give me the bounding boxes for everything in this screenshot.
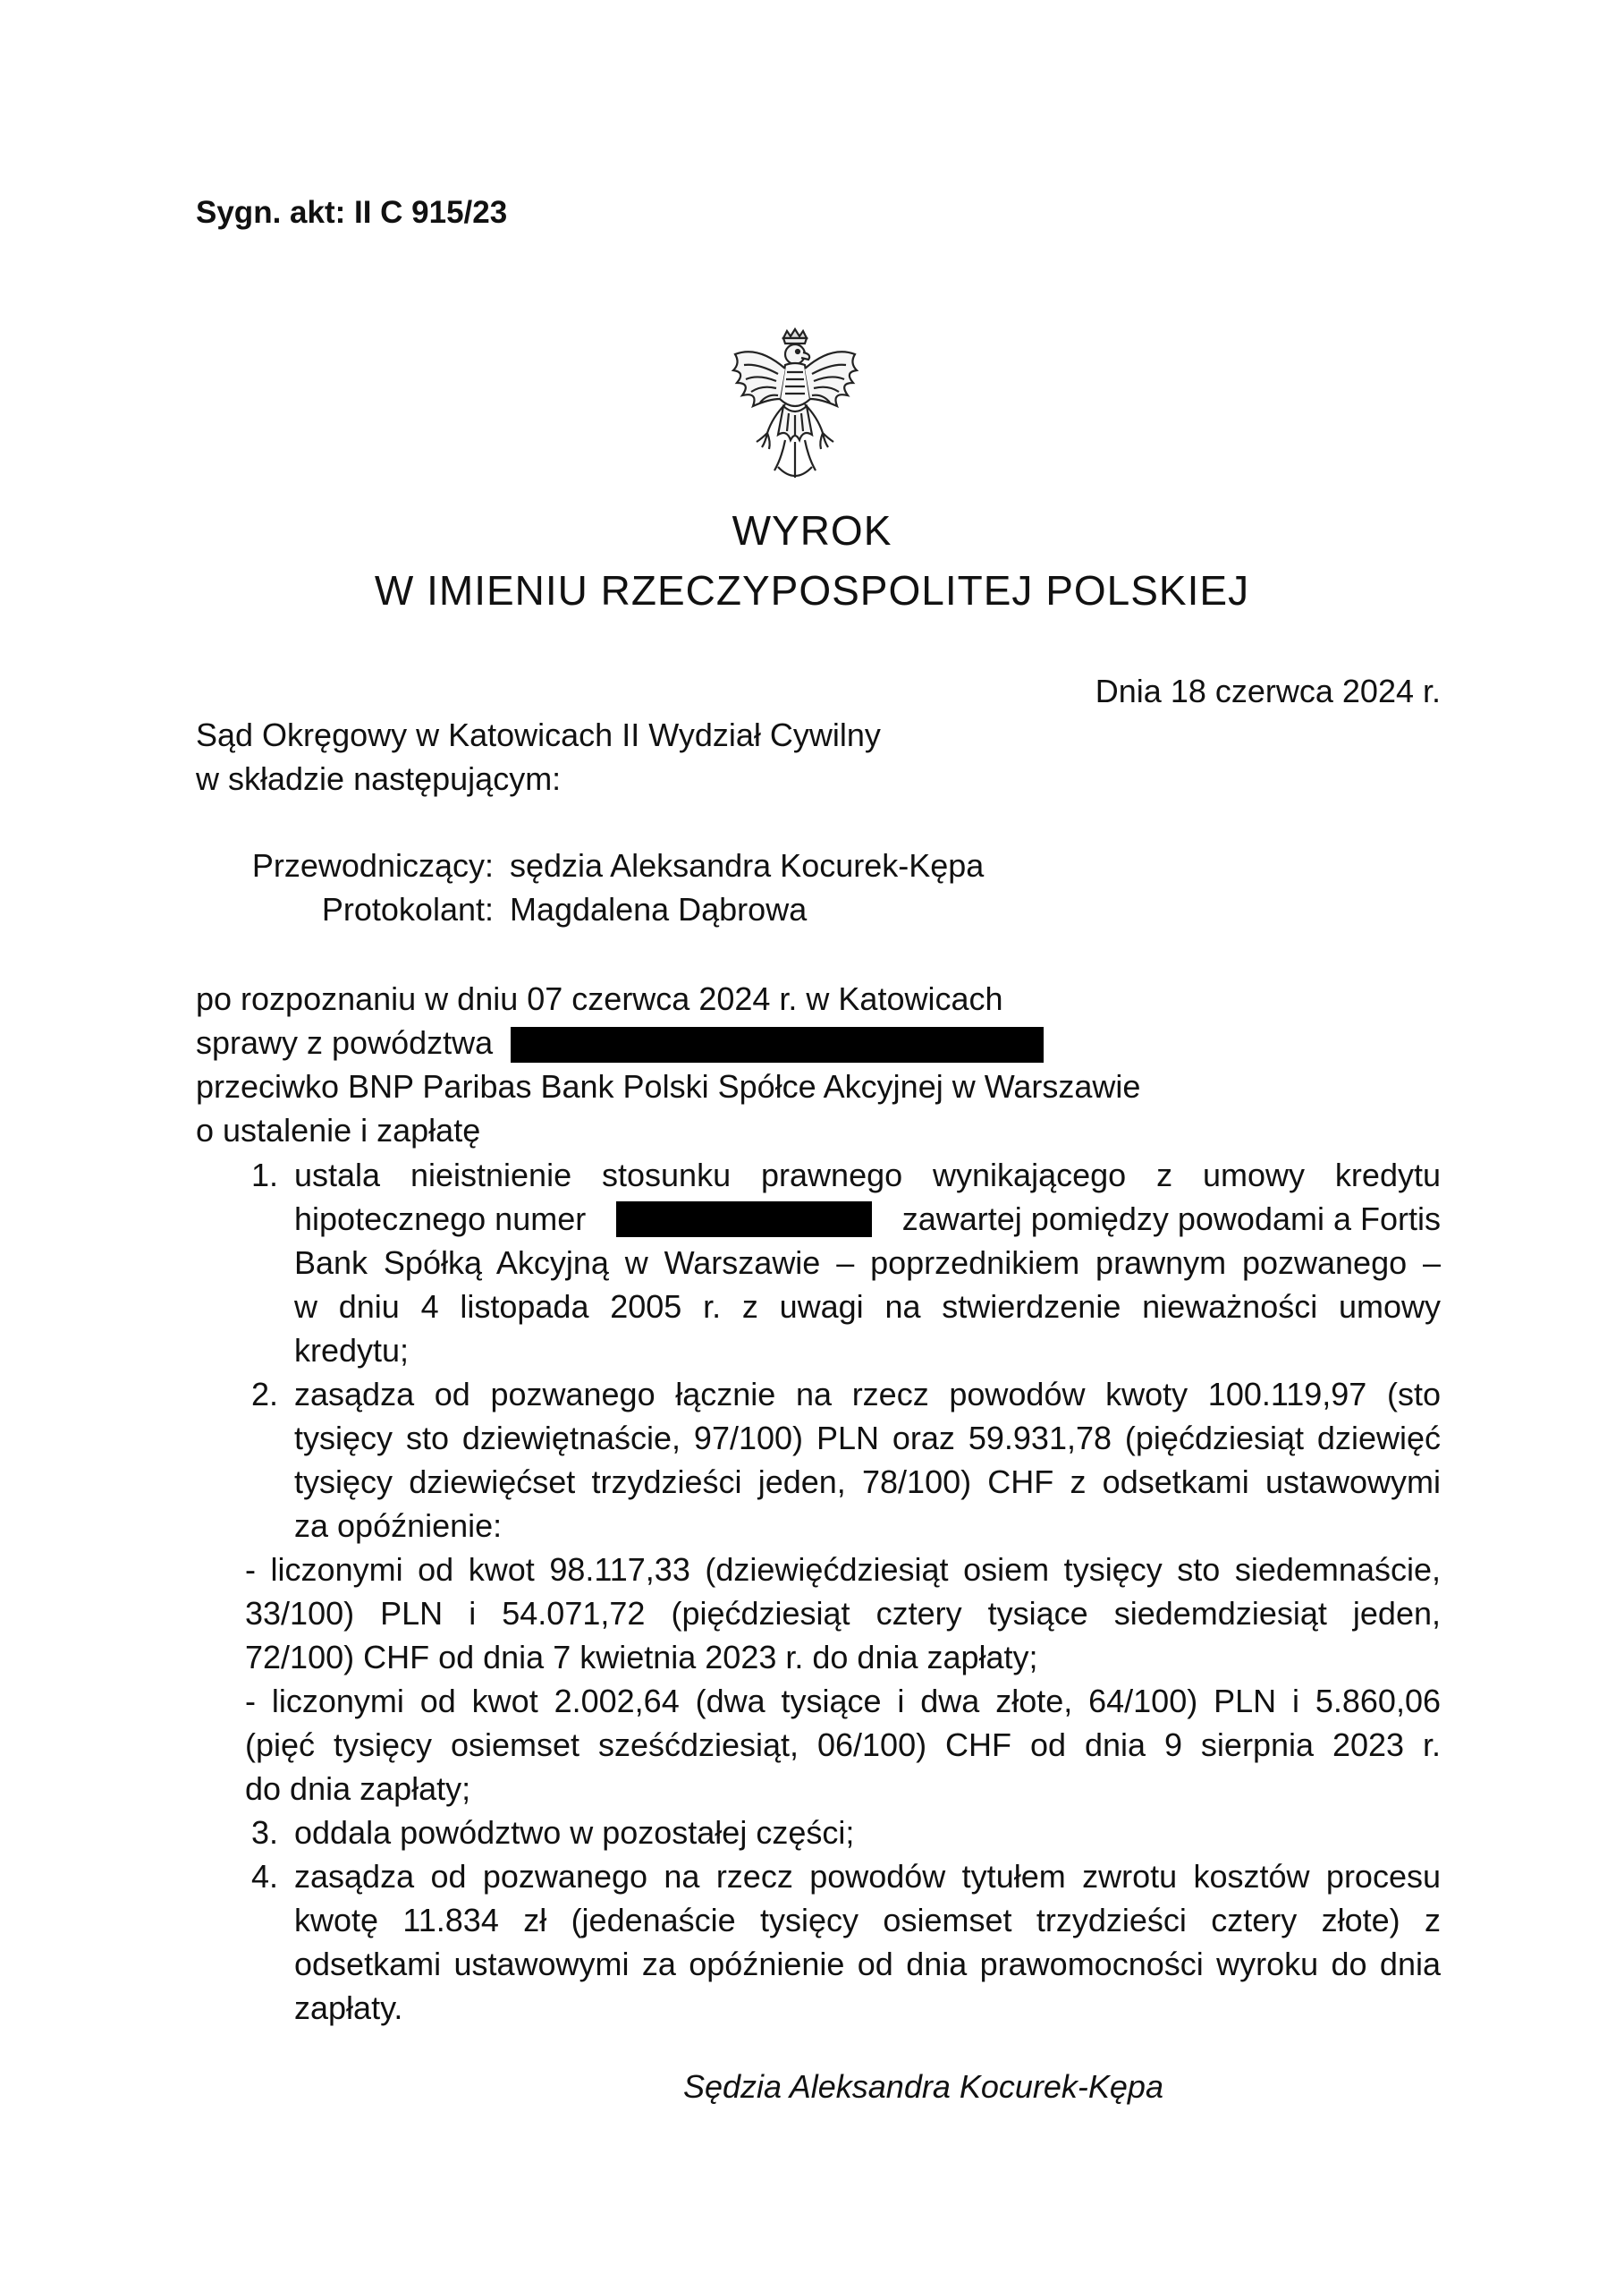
sub-line: 72/100) CHF od dnia 7 kwietnia 2023 r. do dnia zapłaty; [245,1639,1038,1675]
item-text [294,1153,1441,1372]
redaction-bar [511,1027,1044,1063]
intro-line-plaintiff [196,1021,1140,1064]
document-title: WYROK [732,507,892,554]
item-line: oddala powództwo w pozostałej części; [294,1814,855,1851]
item-line: za opóźnienie: [294,1507,503,1544]
item-line: zapłaty. [294,1989,403,2026]
case-number: Sygn. akt: II C 915/23 [196,195,508,230]
composition-role: Protokolant: [321,891,494,928]
composition-role: Przewodniczący: [251,847,494,884]
item-number: 3. [250,1814,278,1851]
item-line-part: hipotecznego numer [294,1200,587,1237]
intro-line: o ustalenie i zapłatę [196,1112,481,1149]
item-line: tysięcy dziewięćset trzydzieści jeden, 78/100) CHF z odsetkami ustawowymi [294,1463,1441,1500]
item-line: kwotę 11.834 zł (jedenaście tysięcy osiemset trzydzieści cztery złote) z [294,1902,1441,1938]
item-line: kredytu; [294,1332,410,1369]
item-text [294,1854,1441,2030]
item-line: ustala nieistnienie stosunku prawnego wynikającego z umowy kredytu [294,1157,1441,1193]
operative-item [196,1854,1441,2030]
sub-line: - liczonymi od kwot 2.002,64 (dwa tysiące i dwa złote, 64/100) PLN i 5.860,06 [245,1683,1441,1719]
item-line: zasądza od pozwanego na rzecz powodów tytułem zwrotu kosztów procesu [294,1858,1441,1895]
operative-item [196,1153,1441,1372]
intro-line: przeciwko BNP Paribas Bank Polski Spółce Akcyjnej w Warszawie [196,1068,1141,1105]
sub-line: do dnia zapłaty; [245,1770,471,1807]
court-name: Sąd Okręgowy w Katowicach II Wydział Cywilny [196,717,881,753]
sub-line: 33/100) PLN i 54.071,72 (pięćdziesiąt cztery tysiące siedemdziesiąt jeden, [245,1595,1441,1632]
item-number: 2. [250,1376,278,1412]
judge-signature: Sędzia Aleksandra Kocurek-Kępa [683,2068,1163,2105]
court-name-block [196,713,881,801]
item-line: tysięcy sto dziewiętnaście, 97/100) PLN oraz 59.931,78 (pięćdziesiąt dziewięć [294,1420,1441,1456]
item-line: zasądza od pozwanego łącznie na rzecz powodów kwoty 100.119,97 (sto [294,1376,1441,1412]
composition-row-clerk [196,887,1090,931]
item-line-with-redaction [294,1197,1441,1241]
item-line: w dniu 4 listopada 2005 r. z uwagi na stwierdzenie nieważności umowy [294,1288,1441,1325]
sub-line: (pięć tysięcy osiemset sześćdziesiąt, 06/100) CHF od dnia 9 sierpnia 2023 r. [245,1726,1441,1763]
court-composition [196,844,1090,931]
operative-item [196,1811,1441,1854]
item-number: 1. [250,1157,278,1193]
judgment-operative-items [196,1153,1441,2030]
intro-plaintiff-label: sprawy z powództwa [196,1024,494,1061]
composition-row-chair [196,844,1090,887]
item-text [294,1372,1441,1548]
composition-person: Magdalena Dąbrowa [510,891,808,928]
polish-eagle-emblem-icon [723,327,867,484]
sub-line: - liczonymi od kwot 98.117,33 (dziewięćdziesiąt osiem tysięcy sto siedemnaście, [245,1551,1441,1588]
judgment-date: Dnia 18 czerwca 2024 r. [1095,673,1441,709]
document-subtitle: W IMIENIU RZECZYPOSPOLITEJ POLSKIEJ [374,567,1250,614]
court-composition-label: w składzie następującym: [196,760,562,797]
case-intro [196,977,1140,1152]
redaction-bar [616,1201,872,1237]
item-number: 4. [250,1858,278,1895]
operative-item [196,1372,1441,1548]
interest-details [196,1548,1441,1811]
item-line: odsetkami ustawowymi za opóźnienie od dnia prawomocności wyroku do dnia [294,1946,1441,1982]
item-text [294,1811,1441,1854]
item-line-part: zawartej pomiędzy powodami a Fortis [901,1200,1441,1237]
composition-person: sędzia Aleksandra Kocurek-Kępa [510,847,985,884]
intro-line: po rozpoznaniu w dniu 07 czerwca 2024 r. w Katowicach [196,980,1003,1017]
item-line: Bank Spółką Akcyjną w Warszawie – poprzednikiem prawnym pozwanego – [294,1244,1441,1281]
